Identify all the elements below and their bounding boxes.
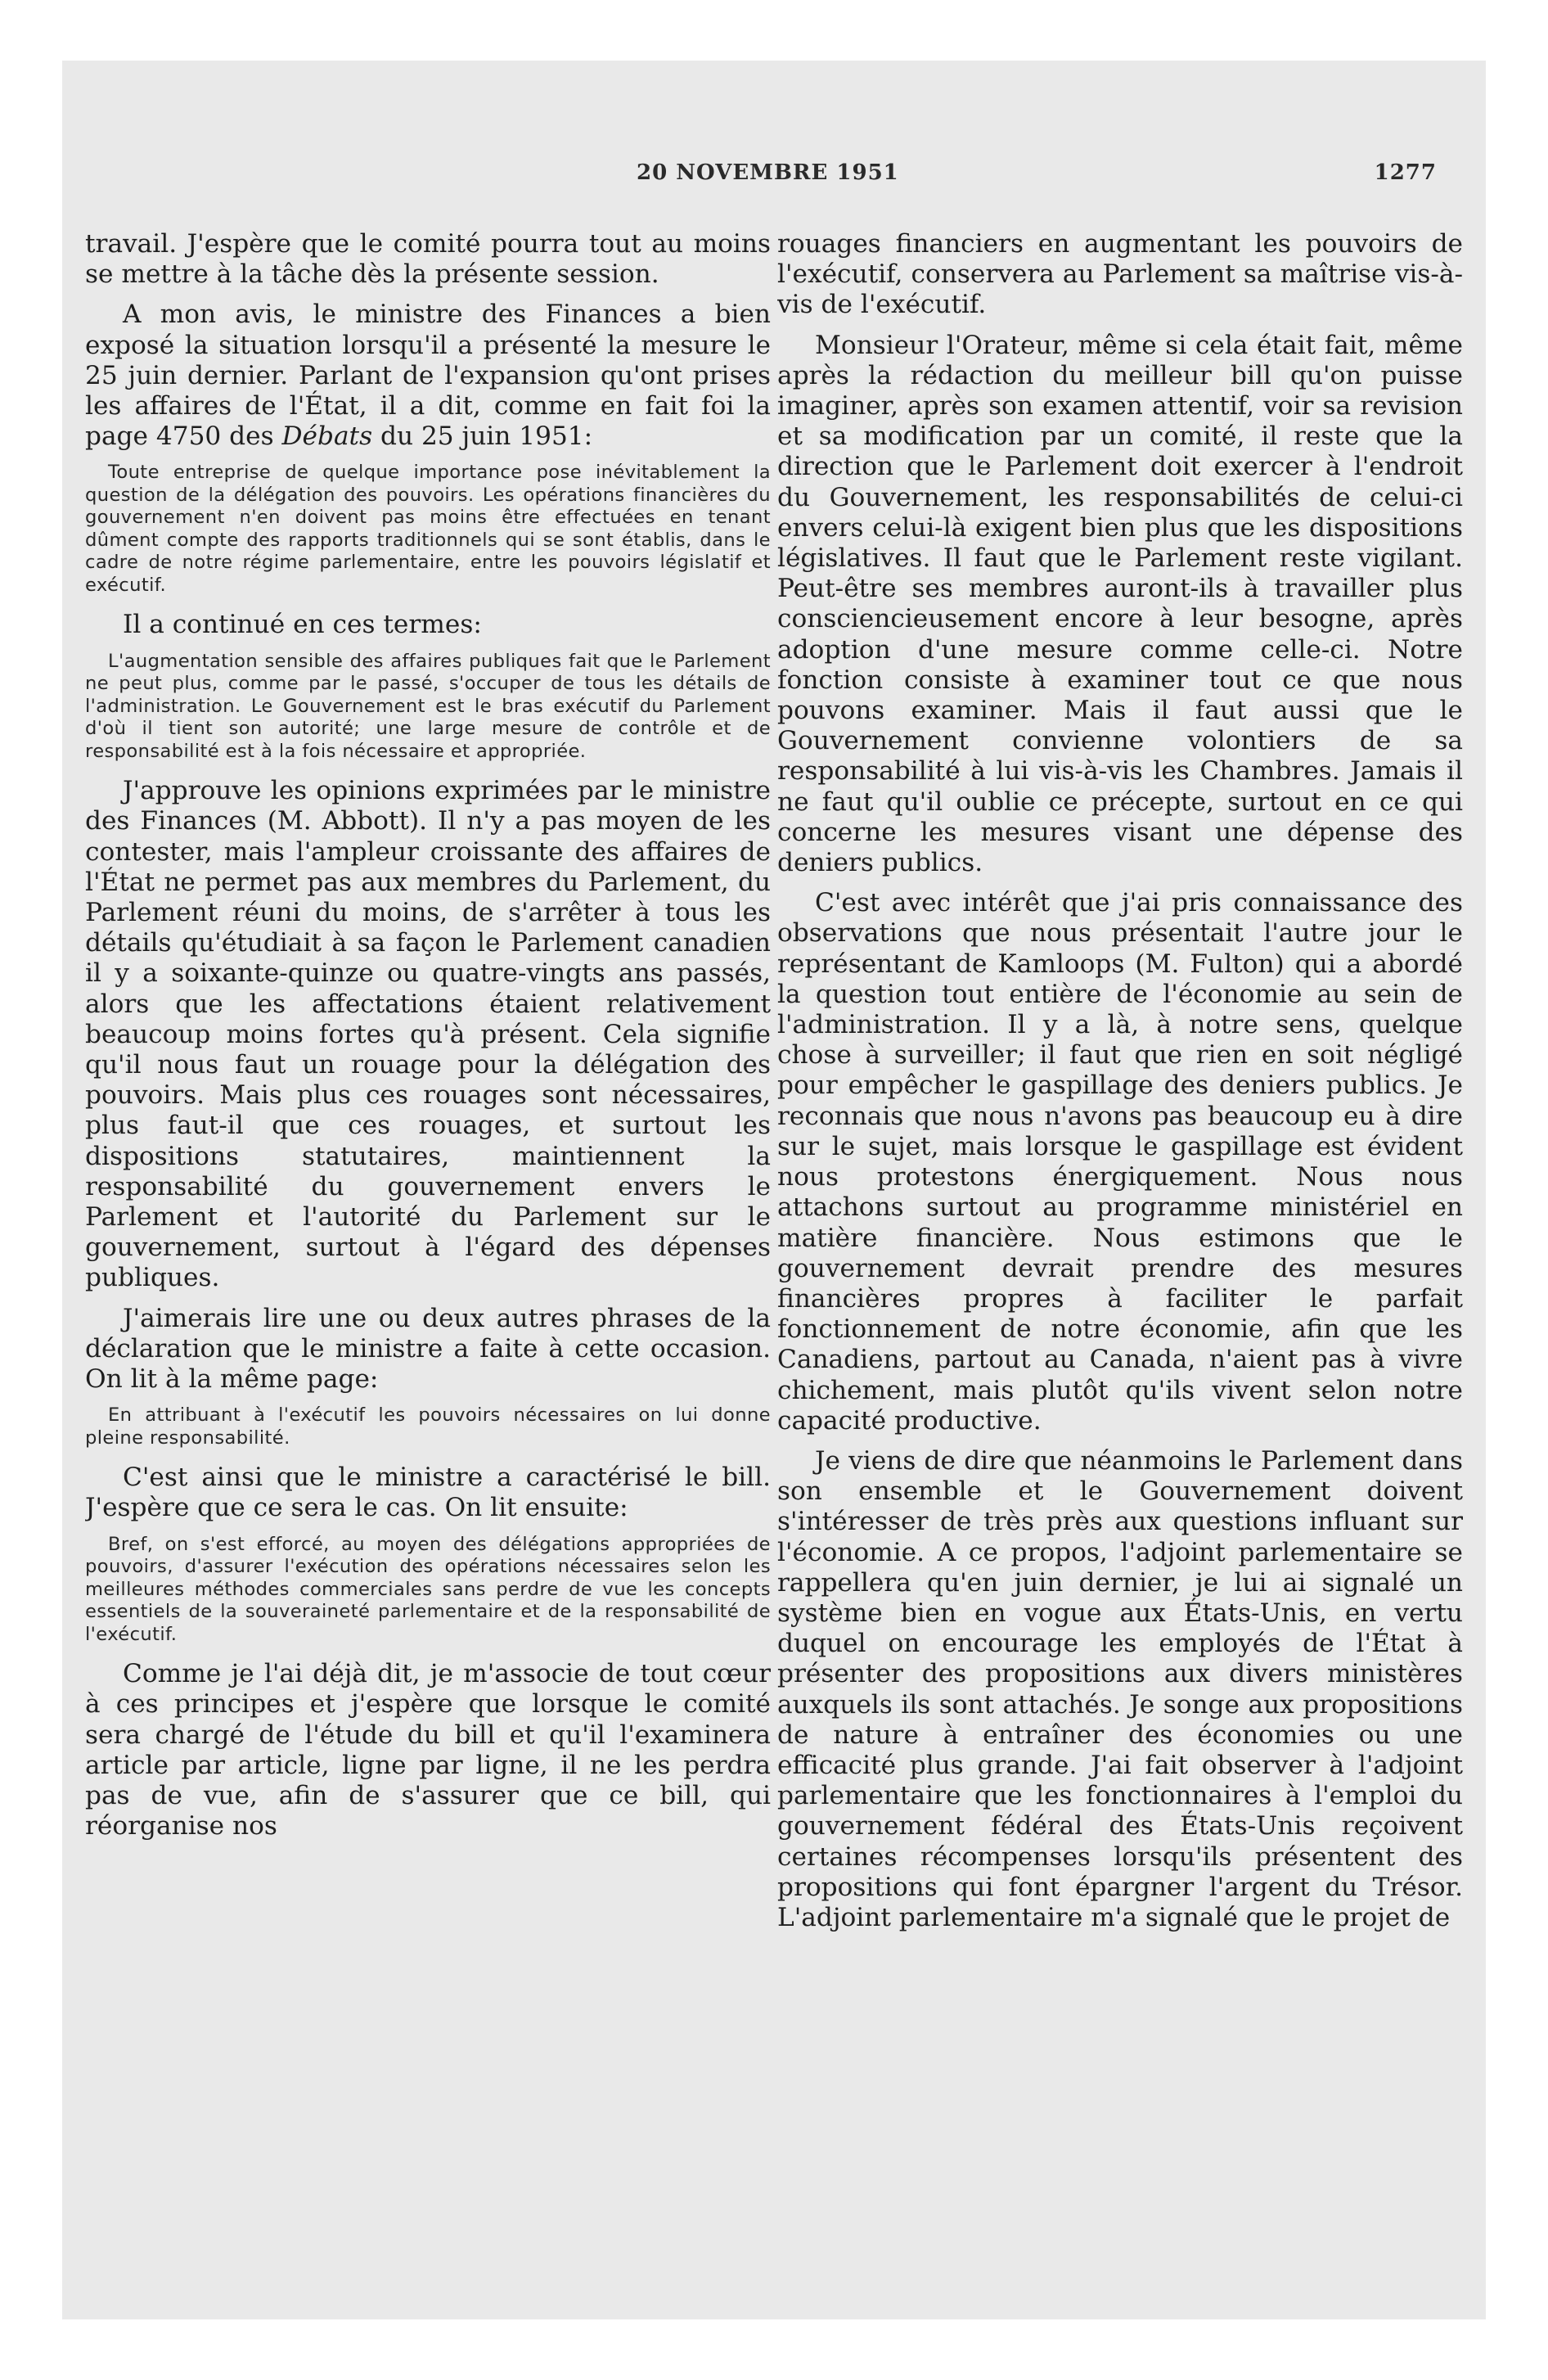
- paragraph: travail. J'espère que le comité pourra tout au moins se mettre à la tâche dès la présente session.: [85, 229, 771, 290]
- paragraph-text: A mon avis, le ministre des Finances a bien exposé la situation lorsqu'il a présenté la mesure le 25 juin dernier. Parlant de l'expansion qu'ont prises les affaires de l'État, il a dit, comme en fait foi la page 4750 des: [85, 300, 771, 452]
- paragraph-text-tail: du 25 juin 1951:: [372, 421, 593, 452]
- paragraph: J'approuve les opinions exprimées par le ministre des Finances (M. Abbott). Il n'y a pas moyen de les contester, mais l'ampleur croissante des affaires de l'État ne permet pas aux membres du Parlement, du Parlement réuni du moins, de s'arrêter à tous les détails qu'étudiait à sa façon le Parlement canadien il y a soixante-quinze ou quatre-vingts ans passés, alors que les affectations étaient relativement beaucoup moins fortes qu'à présent. Cela signifie qu'il nous faut un rouage pour la délégation des pouvoirs. Mais plus ces rouages sont nécessaires, plus faut-il que ces rouages, et surtout les dispositions statutaires, maintiennent la responsabilité du gouvernement envers le Parlement et l'autorité du Parlement sur le gouvernement, surtout à l'égard des dépenses publiques.: [85, 776, 771, 1293]
- paragraph: C'est ainsi que le ministre a caractérisé le bill. J'espère que ce sera le cas. On lit ensuite:: [85, 1463, 771, 1523]
- block-quote: Bref, on s'est efforcé, au moyen des délégations appropriées de pouvoirs, d'assurer l'exécution des opérations nécessaires selon les meilleures méthodes commerciales sans perdre de vue les concepts essentiels de la souveraineté parlementaire et de la responsabilité de l'exécutif.: [85, 1533, 771, 1645]
- page-number: 1277: [1374, 160, 1437, 185]
- paragraph: J'aimerais lire une ou deux autres phrases de la déclaration que le ministre a faite à cette occasion. On lit à la même page:: [85, 1303, 771, 1394]
- paragraph: Comme je l'ai déjà dit, je m'associe de tout cœur à ces principes et j'espère que lorsque le comité sera chargé de l'étude du bill et qu'il l'examinera article par article, ligne par ligne, il ne les perdra pas de vue, afin de s'assurer que ce bill, qui réorganise nos: [85, 1659, 771, 1841]
- paragraph: Il a continué en ces termes:: [123, 610, 482, 640]
- paragraph: C'est avec intérêt que j'ai pris connaissance des observations que nous présentait l'autre jour le représentant de Kamloops (M. Fulton) qui a abordé la question tout entière de l'économie au sein de l'administration. Il y a là, à notre sens, quelque chose à surveiller; il faut que rien en soit négligé pour empêcher le gaspillage des deniers publics. Je reconnais que nous n'avons pas beaucoup eu à dire sur le sujet, mais lorsque le gaspillage est évident nous protestons énergiquement. Nous nous attachons surtout au programme ministériel en matière financière. Nous estimons que le gouvernement devrait prendre des mesures financières propres à faciliter le parfait fonctionnement de notre économie, afin que les Canadiens, partout au Canada, n'aient pas à vivre chichement, mais plutôt qu'ils vivent selon notre capacité productive.: [777, 888, 1463, 1436]
- paragraph: [85, 300, 771, 452]
- right-column: [777, 229, 1463, 2226]
- left-column: [85, 229, 771, 2226]
- debats-reference: Débats: [281, 421, 373, 452]
- header-date: 20 NOVEMBRE 1951: [637, 160, 899, 185]
- block-quote: En attribuant à l'exécutif les pouvoirs nécessaires on lui donne pleine responsabilité.: [85, 1404, 771, 1449]
- block-quote: L'augmentation sensible des affaires publiques fait que le Parlement ne peut plus, comme par le passé, s'occuper de tous les détails de l'administration. Le Gouvernement est le bras exécutif du Parlement d'où il tient son autorité; une large mesure de contrôle et de responsabilité est à la fois nécessaire et appropriée.: [85, 650, 771, 762]
- paragraph: Je viens de dire que néanmoins le Parlement dans son ensemble et le Gouvernement doivent s'intéresser de très près aux questions influant sur l'économie. A ce propos, l'adjoint parlementaire se rappellera qu'en juin dernier, je lui ai signalé un système bien en vogue aux États-Unis, en vertu duquel on encourage les employés de l'État à présenter des propositions aux divers ministères auxquels ils sont attachés. Je songe aux propositions de nature à entraîner des économies ou une efficacité plus grande. J'ai fait observer à l'adjoint parlementaire que les fonctionnaires à l'emploi du gouvernement fédéral des États-Unis reçoivent certaines récompenses lorsqu'ils présentent des propositions qui font épargner l'argent du Trésor. L'adjoint parlementaire m'a signalé que le projet de: [777, 1445, 1463, 1932]
- page-header: [79, 160, 1437, 193]
- block-quote: Toute entreprise de quelque importance pose inévitablement la question de la délégation des pouvoirs. Les opérations financières du gouvernement n'en doivent pas moins être effectuées en tenant dûment compte des rapports traditionnels qui se sont établis, dans le cadre de notre régime parlementaire, entre les pouvoirs législatif et exécutif.: [85, 462, 771, 596]
- paragraph: rouages financiers en augmentant les pouvoirs de l'exécutif, conservera au Parlement sa maîtrise vis-à-vis de l'exécutif.: [777, 229, 1463, 320]
- paragraph: Monsieur l'Orateur, même si cela était fait, même après la rédaction du meilleur bill qu'on puisse imaginer, après son examen attentif, voir sa revision et sa modification par un comité, il reste que la direction que le Parlement doit exercer à l'endroit du Gouvernement, les responsabilités de celui-ci envers celui-là exigent bien plus que les dispositions législatives. Il faut que le Parlement reste vigilant. Peut-être ses membres auront-ils à travailler plus consciencieusement encore à leur besogne, après adoption d'une mesure comme celle-ci. Notre fonction consiste à examiner tout ce que nous pouvons examiner. Mais il faut aussi que le Gouvernement convienne volontiers de sa responsabilité à lui vis-à-vis les Chambres. Jamais il ne faut qu'il oublie ce précepte, surtout en ce qui concerne les mesures visant une dépense des deniers publics.: [777, 330, 1463, 878]
